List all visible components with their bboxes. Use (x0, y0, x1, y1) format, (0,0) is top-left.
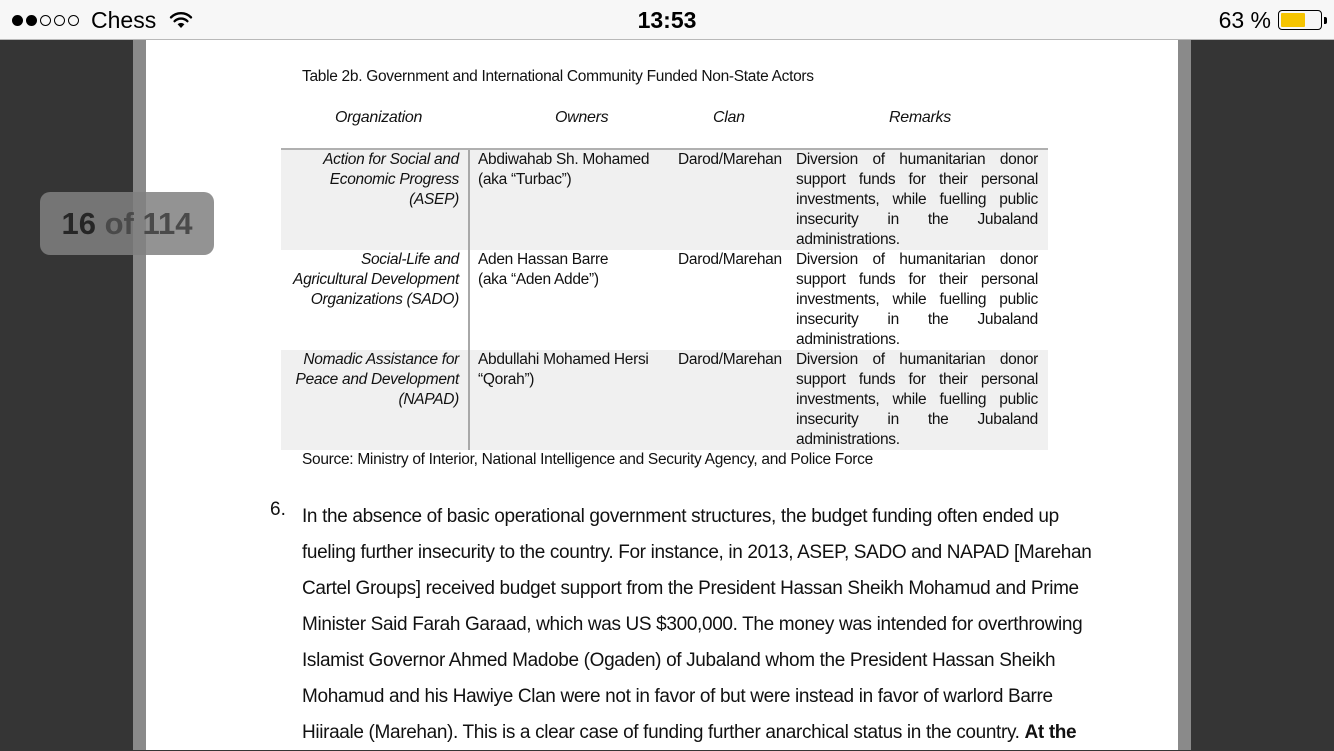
paragraph-line (302, 679, 1052, 715)
paragraph-body (302, 499, 1092, 751)
remarks-cell-line: insecurity in the Jubaland (796, 311, 1038, 328)
organization-cell (281, 150, 459, 210)
battery-icon (1278, 10, 1322, 30)
table-row (281, 250, 1048, 350)
status-bar (0, 0, 1334, 40)
remarks-cell-line: support funds for their personal (796, 171, 1038, 188)
remarks-cell-line: support funds for their personal (796, 271, 1038, 288)
paragraph-line (302, 571, 1079, 607)
organization-cell-line: Social-Life and (360, 251, 459, 268)
paragraph-line-text: fueling further insecurity to the country. For instance, in 2013, ASEP, SADO and NAPAD [Marehan (302, 542, 1092, 563)
remarks-cell-line: investments, while fuelling public (796, 191, 1038, 208)
owners-cell (478, 250, 658, 290)
owners-cell-line: Aden Hassan Barre (478, 251, 609, 268)
owners-cell (478, 350, 658, 390)
owners-cell-line: (aka “Turbac”) (478, 171, 572, 188)
organization-cell-line: Economic Progress (329, 171, 459, 188)
table-column-rule (468, 150, 470, 450)
status-right (1219, 7, 1322, 33)
organization-cell-line: Action for Social and (323, 151, 459, 168)
paragraph-number: 6. (270, 499, 286, 520)
column-header-clan: Clan (713, 109, 745, 126)
remarks-cell-line: insecurity in the Jubaland (796, 411, 1038, 428)
organization-cell-line: (ASEP) (409, 191, 459, 208)
table-row (281, 350, 1048, 450)
carrier-name: Chess (91, 6, 157, 33)
page-indicator (40, 192, 214, 255)
organization-cell-line: Peace and Development (295, 371, 459, 388)
organization-cell (281, 250, 459, 310)
paragraph-bold-text: At the (1024, 722, 1077, 743)
paragraph-line-text: In the absence of basic operational government structures, the budget funding often ended up (302, 506, 1059, 527)
remarks-cell (796, 350, 1038, 450)
remarks-cell-line: Diversion of humanitarian donor (796, 151, 1038, 168)
battery-level (1281, 13, 1305, 27)
column-header-organization: Organization (335, 109, 423, 126)
paragraph-line-text: Islamist Governor Ahmed Madobe (Ogaden) of Jubaland whom the President Hassan Sheikh (302, 650, 1056, 671)
organization-cell-line: Nomadic Assistance for (303, 351, 459, 368)
column-header-remarks: Remarks (889, 109, 951, 126)
column-header-owners: Owners (555, 109, 609, 126)
remarks-cell-line: investments, while fuelling public (796, 391, 1038, 408)
page-of: of (104, 205, 134, 241)
page-shadow-right (1178, 40, 1191, 750)
paragraph-line (302, 535, 1092, 571)
paragraph-line (302, 499, 1059, 535)
paragraph-line (302, 715, 1077, 751)
paragraph-line-text: Hiiraale (Marehan). This is a clear case of funding further anarchical status in the country. (302, 722, 1020, 743)
organization-cell (281, 350, 459, 410)
remarks-cell-line: administrations. (796, 331, 900, 348)
battery-percent: 63 % (1218, 6, 1271, 33)
page-current: 16 (61, 205, 96, 241)
clock: 13:53 (637, 7, 697, 33)
owners-cell (478, 150, 658, 190)
remarks-cell-line: administrations. (796, 231, 900, 248)
paragraph-line-text: Mohamud and his Hawiye Clan were not in favor of but were instead in favor of warlord Barre (302, 686, 1053, 707)
table-caption: Table 2b. Government and International Community Funded Non-State Actors (302, 68, 814, 85)
table-source: Source: Ministry of Interior, National Intelligence and Security Agency, and Police Force (302, 451, 873, 468)
remarks-cell (796, 250, 1038, 350)
page-total: 114 (142, 205, 193, 241)
organization-cell-line: (NAPAD) (398, 391, 459, 408)
table-row (281, 150, 1048, 250)
owners-cell-line: Abdiwahab Sh. Mohamed (478, 151, 650, 168)
remarks-cell (796, 150, 1038, 250)
remarks-cell-line: Diversion of humanitarian donor (796, 251, 1038, 268)
owners-cell-line: Abdullahi Mohamed Hersi (478, 351, 649, 368)
clan-cell: Darod/Marehan (678, 151, 782, 168)
owners-cell-line: “Qorah”) (478, 371, 535, 388)
paragraph-line-text: Cartel Groups] received budget support from the President Hassan Sheikh Mohamud and Prime (302, 578, 1079, 599)
clan-cell: Darod/Marehan (678, 351, 782, 368)
paragraph-line (302, 643, 1056, 679)
remarks-cell-line: support funds for their personal (796, 371, 1038, 388)
remarks-cell-line: insecurity in the Jubaland (796, 211, 1038, 228)
paragraph-line (302, 607, 1083, 643)
page-shadow-left (133, 40, 146, 750)
paragraph-line-text: Minister Said Farah Garaad, which was US $300,000. The money was intended for overthrowing (302, 614, 1083, 635)
clan-cell: Darod/Marehan (678, 251, 782, 268)
remarks-cell-line: investments, while fuelling public (796, 291, 1038, 308)
remarks-cell-line: Diversion of humanitarian donor (796, 351, 1038, 368)
organization-cell-line: Agricultural Development (293, 271, 459, 288)
organization-cell-line: Organizations (SADO) (310, 291, 459, 308)
remarks-cell-line: administrations. (796, 431, 900, 448)
owners-cell-line: (aka “Aden Adde”) (478, 271, 599, 288)
